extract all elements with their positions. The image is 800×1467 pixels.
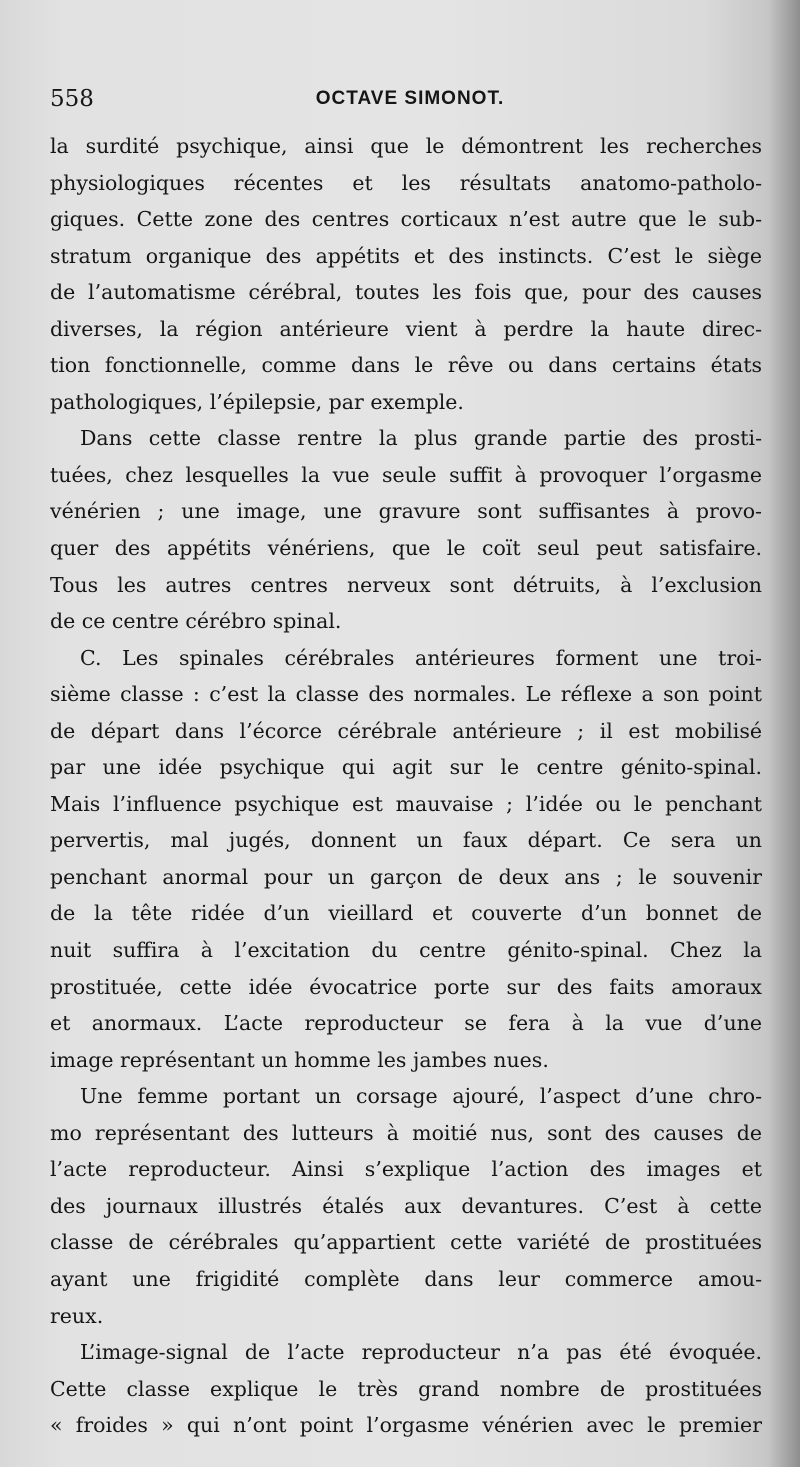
text-line: penchant anormal pour un garçon de deux ans ; le souvenir: [50, 864, 762, 889]
text-line: pervertis, mal jugés, donnent un faux départ. Ce sera un: [50, 828, 762, 853]
body-text: [50, 128, 762, 1444]
text-line: L’image-signal de l’acte reproducteur n’a pas été évoquée.: [80, 1340, 762, 1365]
text-line: Mais l’influence psychique est mauvaise ; l’idée ou le penchant: [50, 791, 762, 816]
text-line: Cette classe explique le très grand nombre de prostituées: [50, 1376, 762, 1401]
text-line: et anormaux. L’acte reproducteur se fera à la vue d’une: [50, 1011, 762, 1036]
text-line: ayant une frigidité complète dans leur commerce amou-: [50, 1266, 762, 1291]
page-number: 558: [50, 86, 94, 112]
text-line: quer des appétits vénériens, que le coït seul peut satisfaire.: [50, 536, 762, 561]
text-line: image représentant un homme les jambes nues.: [50, 1047, 549, 1072]
text-line: mo représentant des lutteurs à moitié nus, sont des causes de: [50, 1120, 762, 1145]
running-title: OCTAVE SIMONOT.: [315, 88, 505, 109]
text-line: diverses, la région antérieure vient à perdre la haute direc-: [50, 316, 762, 341]
text-line: de la tête ridée d’un vieillard et couverte d’un bonnet de: [50, 901, 762, 926]
text-line: de ce centre cérébro spinal.: [50, 609, 342, 634]
text-line: de l’automatisme cérébral, toutes les fois que, pour des causes: [50, 280, 762, 305]
text-line: l’acte reproducteur. Ainsi s’explique l’action des images et: [50, 1157, 762, 1182]
text-line: tuées, chez lesquelles la vue seule suffit à provoquer l’orgasme: [50, 462, 762, 487]
text-line: sième classe : c’est la classe des normales. Le réflexe a son point: [50, 682, 762, 707]
text-line: reux.: [50, 1303, 104, 1328]
text-line: « froides » qui n’ont point l’orgasme vénérien avec le premier: [50, 1413, 762, 1438]
text-line: classe de cérébrales qu’appartient cette variété de prostituées: [50, 1230, 762, 1255]
text-line: giques. Cette zone des centres corticaux n’est autre que le sub-: [50, 207, 762, 232]
text-line: par une idée psychique qui agit sur le centre génito-spinal.: [50, 755, 762, 780]
text-line: Dans cette classe rentre la plus grande partie des prosti-: [80, 426, 762, 451]
text-line: prostituée, cette idée évocatrice porte sur des faits amoraux: [50, 974, 762, 999]
text-line: physiologiques récentes et les résultats anatomo-patholo-: [50, 170, 762, 195]
text-line: la surdité psychique, ainsi que le démontrent les recherches: [50, 134, 762, 158]
text-line: pathologiques, l’épilepsie, par exemple.: [50, 389, 464, 414]
text-line: des journaux illustrés étalés aux devantures. C’est à cette: [50, 1193, 762, 1218]
text-line: Tous les autres centres nerveux sont détruits, à l’exclusion: [50, 572, 762, 597]
text-line: C. Les spinales cérébrales antérieures forment une troi-: [80, 645, 762, 670]
text-line: nuit suffira à l’excitation du centre génito-spinal. Chez la: [50, 938, 762, 963]
text-line: tion fonctionnelle, comme dans le rêve ou dans certains états: [50, 353, 762, 378]
text-line: Une femme portant un corsage ajouré, l’aspect d’une chro-: [80, 1084, 762, 1109]
text-line: de départ dans l’écorce cérébrale antérieure ; il est mobilisé: [50, 718, 762, 743]
text-line: vénérien ; une image, une gravure sont suffisantes à provo-: [50, 499, 762, 524]
text-line: stratum organique des appétits et des instincts. C’est le siège: [50, 243, 762, 268]
page-header: [50, 86, 770, 118]
